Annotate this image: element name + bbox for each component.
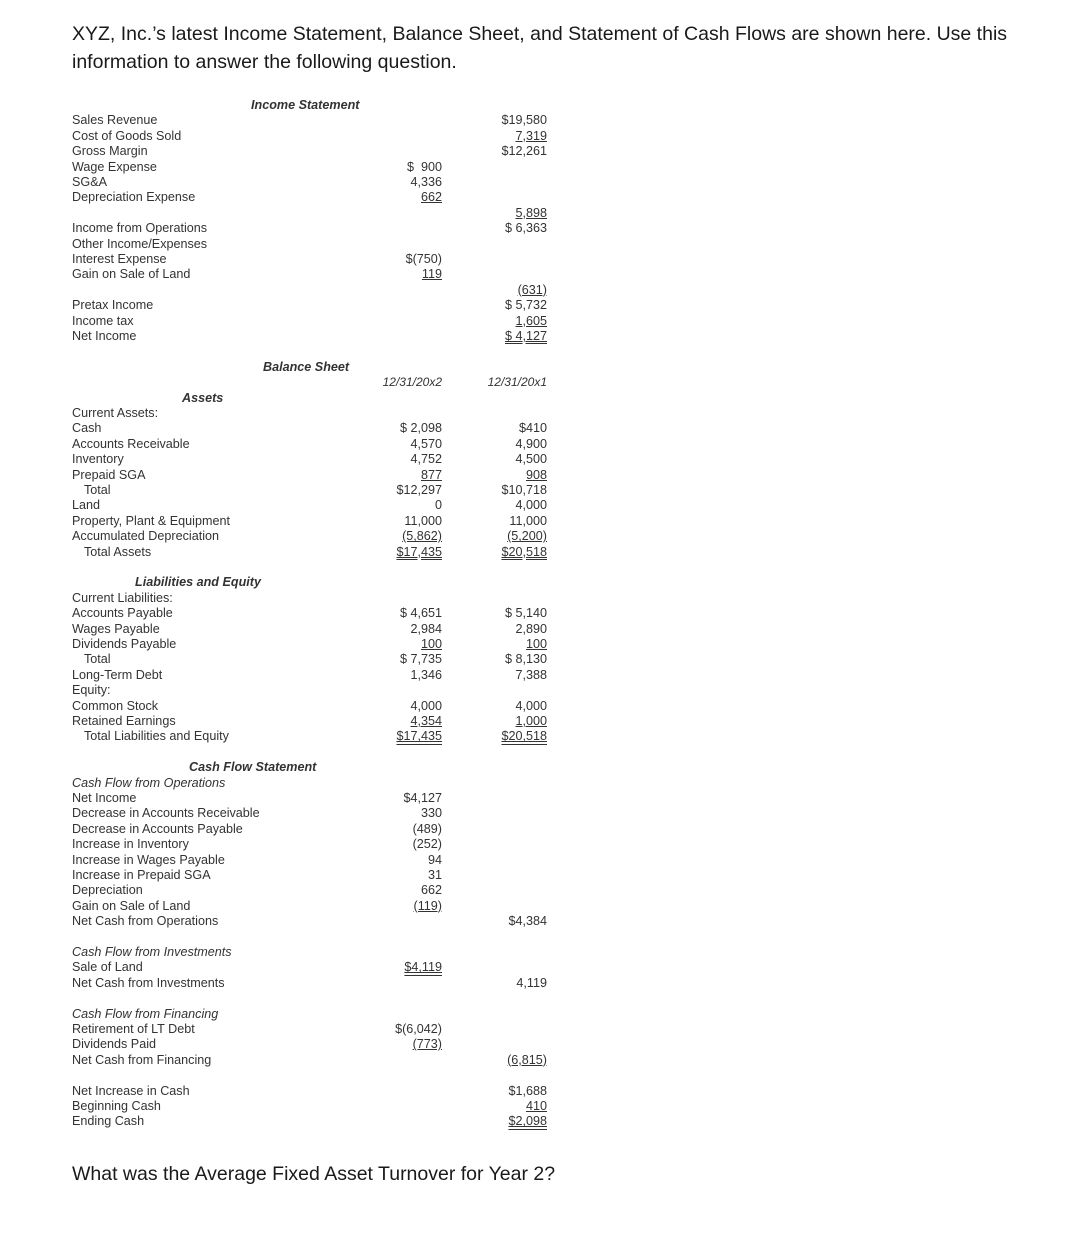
amount-total: $20,518 xyxy=(501,729,547,744)
line-item-label: Total xyxy=(84,483,111,497)
statement-row xyxy=(0,683,600,698)
question-intro: XYZ, Inc.’s latest Income Statement, Balance Sheet, and Statement of Cash Flows are shown here. Use this information to answer the following question. xyxy=(72,23,1008,73)
statement-row xyxy=(0,822,600,837)
line-item-label: Decrease in Accounts Payable xyxy=(72,821,243,836)
section-title: Income Statement xyxy=(251,98,360,112)
amount-total: 7,319 xyxy=(515,128,547,143)
statement-row xyxy=(0,375,600,390)
line-item-label: Income from Operations xyxy=(72,221,208,236)
column-header-date: 12/31/20x1 xyxy=(487,375,547,390)
statement-row xyxy=(0,1068,600,1083)
amount-total: 7,388 xyxy=(515,667,547,682)
amount-total: 100 xyxy=(525,637,547,651)
line-item-label: Depreciation Expense xyxy=(72,190,196,205)
statement-row xyxy=(0,421,600,436)
amount-total: (6,815) xyxy=(507,1052,547,1067)
statement-row xyxy=(0,545,600,560)
amount-detail: $(6,042) xyxy=(395,1022,442,1036)
line-item-label: Inventory xyxy=(72,452,124,467)
statement-row xyxy=(0,960,600,975)
amount-total: 410 xyxy=(525,1099,547,1113)
amount-detail: 1,346 xyxy=(410,667,442,682)
line-item-label: SG&A xyxy=(72,175,107,189)
statement-row xyxy=(0,1007,600,1022)
amount-detail: 662 xyxy=(420,190,442,205)
line-item-label: Net Increase in Cash xyxy=(72,1083,190,1098)
line-item-label: Current Liabilities: xyxy=(72,590,173,605)
statement-row xyxy=(0,206,600,221)
line-item-label: Cash xyxy=(72,421,102,436)
amount-total: $ 4,127 xyxy=(504,329,547,343)
statement-row xyxy=(0,113,600,128)
line-item-label: Cash Flow from Operations xyxy=(72,775,226,790)
line-item-label: Gain on Sale of Land xyxy=(72,267,191,282)
line-item-label: Accounts Receivable xyxy=(72,436,190,451)
line-item-label: Wages Payable xyxy=(72,621,160,636)
amount-detail: 4,000 xyxy=(410,698,442,713)
line-item-label: Dividends Payable xyxy=(72,637,177,651)
line-item-label: Net Income xyxy=(72,791,137,805)
statement-row xyxy=(0,237,600,252)
amount-total: $1,688 xyxy=(508,1083,547,1098)
line-item-label: Retained Earnings xyxy=(72,714,176,728)
statement-row xyxy=(0,329,600,344)
statement-row xyxy=(0,175,600,190)
line-item-label: Total Liabilities and Equity xyxy=(84,729,229,744)
amount-total: (5,200) xyxy=(507,529,547,544)
statement-row xyxy=(0,837,600,852)
section-title: Balance Sheet xyxy=(263,359,350,374)
statement-row xyxy=(0,144,600,159)
amount-detail: 877 xyxy=(420,467,442,482)
amount-total: 4,000 xyxy=(515,498,547,513)
line-item-label: Common Stock xyxy=(72,698,159,713)
line-item-label: Dividends Paid xyxy=(72,1037,157,1052)
amount-total: $12,261 xyxy=(501,144,547,159)
amount-detail: 100 xyxy=(420,637,442,651)
line-item-label: Ending Cash xyxy=(72,1114,145,1129)
amount-detail: 4,570 xyxy=(410,436,442,451)
statement-row xyxy=(0,1099,600,1114)
amount-detail: (119) xyxy=(413,898,442,913)
amount-total: $19,580 xyxy=(501,113,547,128)
line-item-label: Net Income xyxy=(72,329,137,343)
line-item-label: Cash Flow from Financing xyxy=(72,1006,219,1021)
line-item-label: Net Cash from Operations xyxy=(72,914,219,929)
line-item-label: Increase in Inventory xyxy=(72,837,189,852)
amount-total: 4,500 xyxy=(515,452,547,467)
line-item-label: Sales Revenue xyxy=(72,113,158,128)
amount-total: $2,098 xyxy=(508,1114,547,1129)
statement-row xyxy=(0,1022,600,1037)
statement-row xyxy=(0,729,600,744)
amount-detail: $ 2,098 xyxy=(399,421,442,436)
amount-total: 11,000 xyxy=(509,513,547,528)
amount-total: $10,718 xyxy=(501,483,547,497)
line-item-label: Gross Margin xyxy=(72,144,148,159)
statement-row xyxy=(0,899,600,914)
amount-detail: $12,297 xyxy=(396,483,442,497)
amount-detail: 4,336 xyxy=(410,175,442,189)
statement-row xyxy=(0,637,600,652)
line-item-label: Land xyxy=(72,498,101,513)
statement-row xyxy=(0,314,600,329)
amount-detail: $ 7,735 xyxy=(399,652,442,667)
line-item-label: Property, Plant & Equipment xyxy=(72,513,230,528)
statement-row xyxy=(0,437,600,452)
amount-detail: 11,000 xyxy=(404,513,442,528)
statement-row xyxy=(0,160,600,175)
statement-row xyxy=(0,514,600,529)
amount-detail: 0 xyxy=(434,498,442,513)
section-heading xyxy=(0,391,600,406)
amount-detail: $(750) xyxy=(405,252,442,266)
line-item-label: Beginning Cash xyxy=(72,1099,161,1113)
statement-row xyxy=(0,344,600,359)
amount-total: $ 5,732 xyxy=(504,298,547,313)
statement-row xyxy=(0,129,600,144)
line-item-label: Total Assets xyxy=(84,544,152,559)
amount-total: 908 xyxy=(525,467,547,482)
statement-row xyxy=(0,776,600,791)
question-text: What was the Average Fixed Asset Turnover for Year 2? xyxy=(72,1163,556,1185)
statement-row xyxy=(0,221,600,236)
line-item-label: Cash Flow from Investments xyxy=(72,945,232,959)
amount-total: 4,119 xyxy=(516,975,547,990)
line-item-label: Accounts Payable xyxy=(72,606,173,621)
amount-total: (631) xyxy=(517,282,547,297)
amount-total: $ 6,363 xyxy=(504,221,547,236)
line-item-label: Current Assets: xyxy=(72,406,159,420)
amount-detail: 4,354 xyxy=(410,714,442,728)
line-item-label: Total xyxy=(84,652,111,667)
statement-row xyxy=(0,745,600,760)
line-item-label: Accumulated Depreciation xyxy=(72,529,220,544)
statement-row xyxy=(0,945,600,960)
amount-total: $ 8,130 xyxy=(504,652,547,667)
section-heading xyxy=(0,760,600,775)
statement-row xyxy=(0,252,600,267)
amount-detail: (773) xyxy=(412,1037,442,1052)
statement-row xyxy=(0,622,600,637)
line-item-label: Retirement of LT Debt xyxy=(72,1022,195,1036)
column-header-date: 12/31/20x2 xyxy=(382,375,442,390)
statement-row xyxy=(0,714,600,729)
section-heading xyxy=(0,360,600,375)
statement-row xyxy=(0,529,600,544)
statement-row xyxy=(0,868,600,883)
statement-row xyxy=(0,1037,600,1052)
section-title: Liabilities and Equity xyxy=(135,575,261,590)
amount-total: 1,605 xyxy=(515,313,547,328)
amount-detail: 119 xyxy=(421,267,442,282)
amount-detail: 2,984 xyxy=(410,621,442,636)
statement-row xyxy=(0,298,600,313)
amount-detail: $4,119 xyxy=(404,960,442,975)
line-item-label: Prepaid SGA xyxy=(72,467,146,482)
statement-row xyxy=(0,468,600,483)
amount-total: 4,000 xyxy=(515,698,547,713)
amount-detail: $17,435 xyxy=(396,729,442,744)
statement-row xyxy=(0,283,600,298)
section-heading xyxy=(0,575,600,590)
amount-total: $ 5,140 xyxy=(504,606,547,621)
amount-detail: 330 xyxy=(420,806,442,821)
statement-row xyxy=(0,560,600,575)
amount-total: 5,898 xyxy=(515,205,547,220)
line-item-label: Cost of Goods Sold xyxy=(72,128,182,143)
statement-row xyxy=(0,991,600,1006)
line-item-label: Increase in Prepaid SGA xyxy=(72,868,211,882)
amount-detail: $4,127 xyxy=(403,791,442,805)
line-item-label: Increase in Wages Payable xyxy=(72,852,225,867)
statement-row xyxy=(0,883,600,898)
statement-row xyxy=(0,267,600,282)
statement-row xyxy=(0,452,600,467)
amount-total: $20,518 xyxy=(501,544,547,559)
amount-detail: 31 xyxy=(427,868,442,882)
statement-row xyxy=(0,1114,600,1129)
line-item-label: Net Cash from Investments xyxy=(72,975,225,990)
statement-row xyxy=(0,791,600,806)
amount-total: $4,384 xyxy=(508,914,547,929)
amount-detail: $17,435 xyxy=(396,544,442,559)
line-item-label: Other Income/Expenses xyxy=(72,236,208,251)
line-item-label: Pretax Income xyxy=(72,298,154,313)
statement-row xyxy=(0,1053,600,1068)
amount-detail: 662 xyxy=(420,883,442,898)
statement-row xyxy=(0,806,600,821)
statement-row xyxy=(0,652,600,667)
line-item-label: Equity: xyxy=(72,683,111,698)
statement-row xyxy=(0,914,600,929)
statement-row xyxy=(0,930,600,945)
line-item-label: Decrease in Accounts Receivable xyxy=(72,806,260,821)
amount-total: $410 xyxy=(518,421,547,436)
amount-detail: $ 4,651 xyxy=(399,606,442,621)
line-item-label: Depreciation xyxy=(72,883,143,898)
line-item-label: Interest Expense xyxy=(72,252,167,266)
amount-detail: (252) xyxy=(412,837,442,852)
line-item-label: Net Cash from Financing xyxy=(72,1052,212,1067)
amount-total: 4,900 xyxy=(515,436,547,451)
amount-total: 1,000 xyxy=(515,714,547,728)
statement-row xyxy=(0,606,600,621)
amount-detail: (489) xyxy=(412,821,442,836)
statement-row xyxy=(0,190,600,205)
statement-row xyxy=(0,853,600,868)
statement-row xyxy=(0,591,600,606)
line-item-label: Long-Term Debt xyxy=(72,667,163,682)
section-title: Assets xyxy=(182,390,224,405)
amount-detail: 94 xyxy=(427,852,442,867)
statement-row xyxy=(0,1084,600,1099)
line-item-label: Sale of Land xyxy=(72,960,143,975)
amount-detail: 4,752 xyxy=(410,452,442,467)
statement-row xyxy=(0,483,600,498)
statement-row xyxy=(0,498,600,513)
amount-total: 2,890 xyxy=(515,621,547,636)
amount-detail: $ 900 xyxy=(406,159,442,174)
line-item-label: Gain on Sale of Land xyxy=(72,898,191,913)
statement-row xyxy=(0,699,600,714)
amount-detail: (5,862) xyxy=(402,529,442,544)
line-item-label: Wage Expense xyxy=(72,159,157,174)
section-title: Cash Flow Statement xyxy=(189,760,317,775)
line-item-label: Income tax xyxy=(72,313,134,328)
statement-row xyxy=(0,668,600,683)
section-heading xyxy=(0,98,600,113)
statement-row xyxy=(0,406,600,421)
statement-row xyxy=(0,976,600,991)
